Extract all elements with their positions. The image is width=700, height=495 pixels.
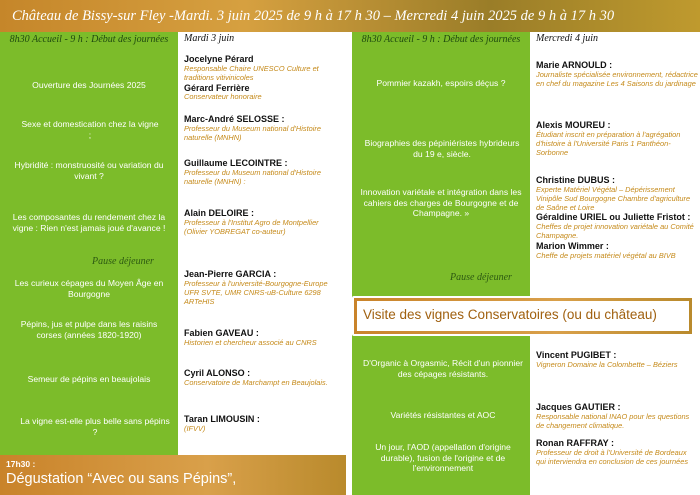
speaker-name: Marion Wimmer : (536, 240, 609, 251)
speaker-role: Cheffes de projet innovation variétale au Comité Champagne. (536, 222, 694, 241)
tasting-title: Dégustation “Avec ou sans Pépins”, (6, 471, 237, 487)
speaker-role: Responsable national INAO pour les questions de changement climatique. (536, 411, 690, 430)
speaker-role: Professeur du Museum national d'Histoire naturelle (MNHN) (184, 123, 321, 142)
speaker-name: Vincent PUGIBET : (536, 350, 617, 360)
tasting-banner (0, 455, 346, 495)
topic: Variétés résistantes et AOC (390, 410, 496, 420)
right-speakers-column (530, 32, 700, 495)
speaker-role: Responsable Chaire UNESCO Culture et traditions vitivinicoles (184, 63, 319, 82)
speaker-name: Cyril ALONSO : (184, 368, 251, 378)
speaker (184, 328, 344, 348)
speaker-name: Alexis MOUREU : (536, 120, 611, 130)
speaker-role: Journaliste spécialisée environnement, rédactrice en chef du magazine Les 4 Saisons du jardinage (536, 69, 698, 88)
topic: Pommier kazakh, espoirs déçus ? (376, 78, 506, 88)
header-banner (0, 0, 700, 32)
topic: La vigne est-elle plus belle sans pépins ? (20, 416, 170, 437)
speaker-name: Guillaume LECOINTRE : (184, 158, 288, 168)
speaker-name: Christine DUBUS : (536, 175, 616, 185)
topic: Un jour, l'AOD (appellation d'origine durable), fusion de l'origine et de l'environnement (375, 442, 511, 474)
speaker-name: Taran LIMOUSIN : (184, 414, 260, 424)
speaker (184, 208, 344, 237)
speaker-name: Marc-André SELOSSE : (184, 114, 285, 124)
speaker-name: Jacques GAUTIER : (536, 402, 621, 412)
speaker-role: Conservatoire de Marchampt en Beaujolais. (184, 377, 328, 387)
speaker-role: Experte Matériel Végétal – Dépérissement Vinipôle Sud Bourgogne Chambre d'agriculture de Saône et Loire (536, 184, 691, 212)
speaker-role: (IFVV) (184, 423, 206, 433)
speaker-role: Conservateur honoraire (184, 92, 262, 102)
pause-label: Pause déjeuner (92, 256, 154, 267)
topic: Pépins, jus et pulpe dans les raisins corses (années 1820-1920) (20, 319, 158, 340)
speaker-role: Historien et chercheur associé au CNRS (184, 337, 317, 347)
vineyard-visit-title: Visite des vignes Conservatoires (ou du château) (357, 301, 689, 331)
left-speakers-column (178, 32, 346, 455)
topic: Innovation variétale et intégration dans les cahiers des charges de Bourgogne et de Champagne. » (360, 187, 522, 219)
topic: Ouverture des Journées 2025 (32, 80, 146, 90)
speaker-name: Ronan RAFFRAY : (536, 438, 615, 448)
left-schedule-header: 8h30 Accueil - 9 h : Début des journées (9, 34, 169, 45)
topic: Semeur de pépins en beaujolais (27, 374, 151, 384)
banner-title: Château de Bissy-sur Fley -Mardi. 3 juin 2025 de 9 h à 17 h 30 – Mercredi 4 juin 2025 de 9 h à 17 h 30 (12, 8, 615, 24)
speaker (536, 350, 698, 370)
speaker-name: Géraldine URIEL ou Juliette Fristot : (536, 212, 691, 223)
topic: D'Organic à Orgasmic, Récit d'un pionnier des cépages résistants. (363, 358, 523, 379)
speaker-role: Professeur à l'université-Bourgogne-Europe UFR SVTE, UMR CNRS-uB-Culture 6298 ARTeHIS (184, 278, 328, 306)
speaker (184, 158, 344, 187)
speaker (536, 175, 698, 261)
speaker-name: Gérard Ferrière (184, 82, 250, 93)
speaker-role: Professeur à l'Institut Agro de Montpellier (Olivier YOBREGAT co-auteur) (184, 217, 319, 236)
topic: Sexe et domestication chez la vigne ; (21, 119, 159, 140)
topic: Hybridité : monstruosité ou variation du vivant ? (14, 160, 164, 181)
topic: Biographies des pépiniéristes hybrideurs du 19 e, siècle. (364, 138, 520, 159)
speaker (184, 114, 344, 143)
speaker-role: Vigneron Domaine la Colombette – Béziers (536, 359, 678, 369)
pause-label: Pause déjeuner (450, 272, 512, 283)
speaker (536, 60, 698, 89)
right-schedule-header: 8h30 Accueil - 9 h : Début des journées (361, 34, 521, 45)
speaker-name: Jocelyne Pérard (184, 54, 254, 64)
day-title: Mardi 3 juin (184, 33, 235, 44)
speaker (184, 269, 344, 306)
speaker (184, 368, 344, 388)
speaker (536, 438, 698, 467)
right-topics-column (352, 32, 530, 495)
speaker (536, 402, 698, 431)
speaker-name: Alain DELOIRE : (184, 208, 255, 218)
day-title: Mercredi 4 juin (536, 33, 599, 44)
speaker (184, 54, 344, 102)
speaker-role: Professeur du Museum national d'Histoire naturelle (MNHN) : (184, 167, 321, 186)
speaker-role: Professeur de droit à l'Université de Bordeaux qui interviendra en conclusion de ces journées (536, 447, 689, 466)
topic: Les composantes du rendement chez la vigne : Rien n'est jamais joué d'avance ! (12, 212, 166, 233)
vineyard-visit-banner (352, 296, 694, 336)
speaker-role: Cheffe de projets matériel végétal au BIVB (536, 250, 676, 260)
topic: Les curieux cépages du Moyen Âge en Bourgogne (14, 278, 164, 299)
tasting-time: 17h30 : (6, 459, 36, 469)
speaker-name: Marie ARNOULD : (536, 60, 613, 70)
speaker (184, 414, 344, 434)
speaker (536, 120, 698, 157)
speaker-role: Étudiant inscrit en préparation à l'agrégation d'histoire à l'Université Paris 1 Panthéon-Sorbonne (536, 129, 681, 157)
speaker-name: Fabien GAVEAU : (184, 328, 259, 338)
speaker-name: Jean-Pierre GARCIA : (184, 269, 277, 279)
left-topics-column (0, 32, 178, 455)
